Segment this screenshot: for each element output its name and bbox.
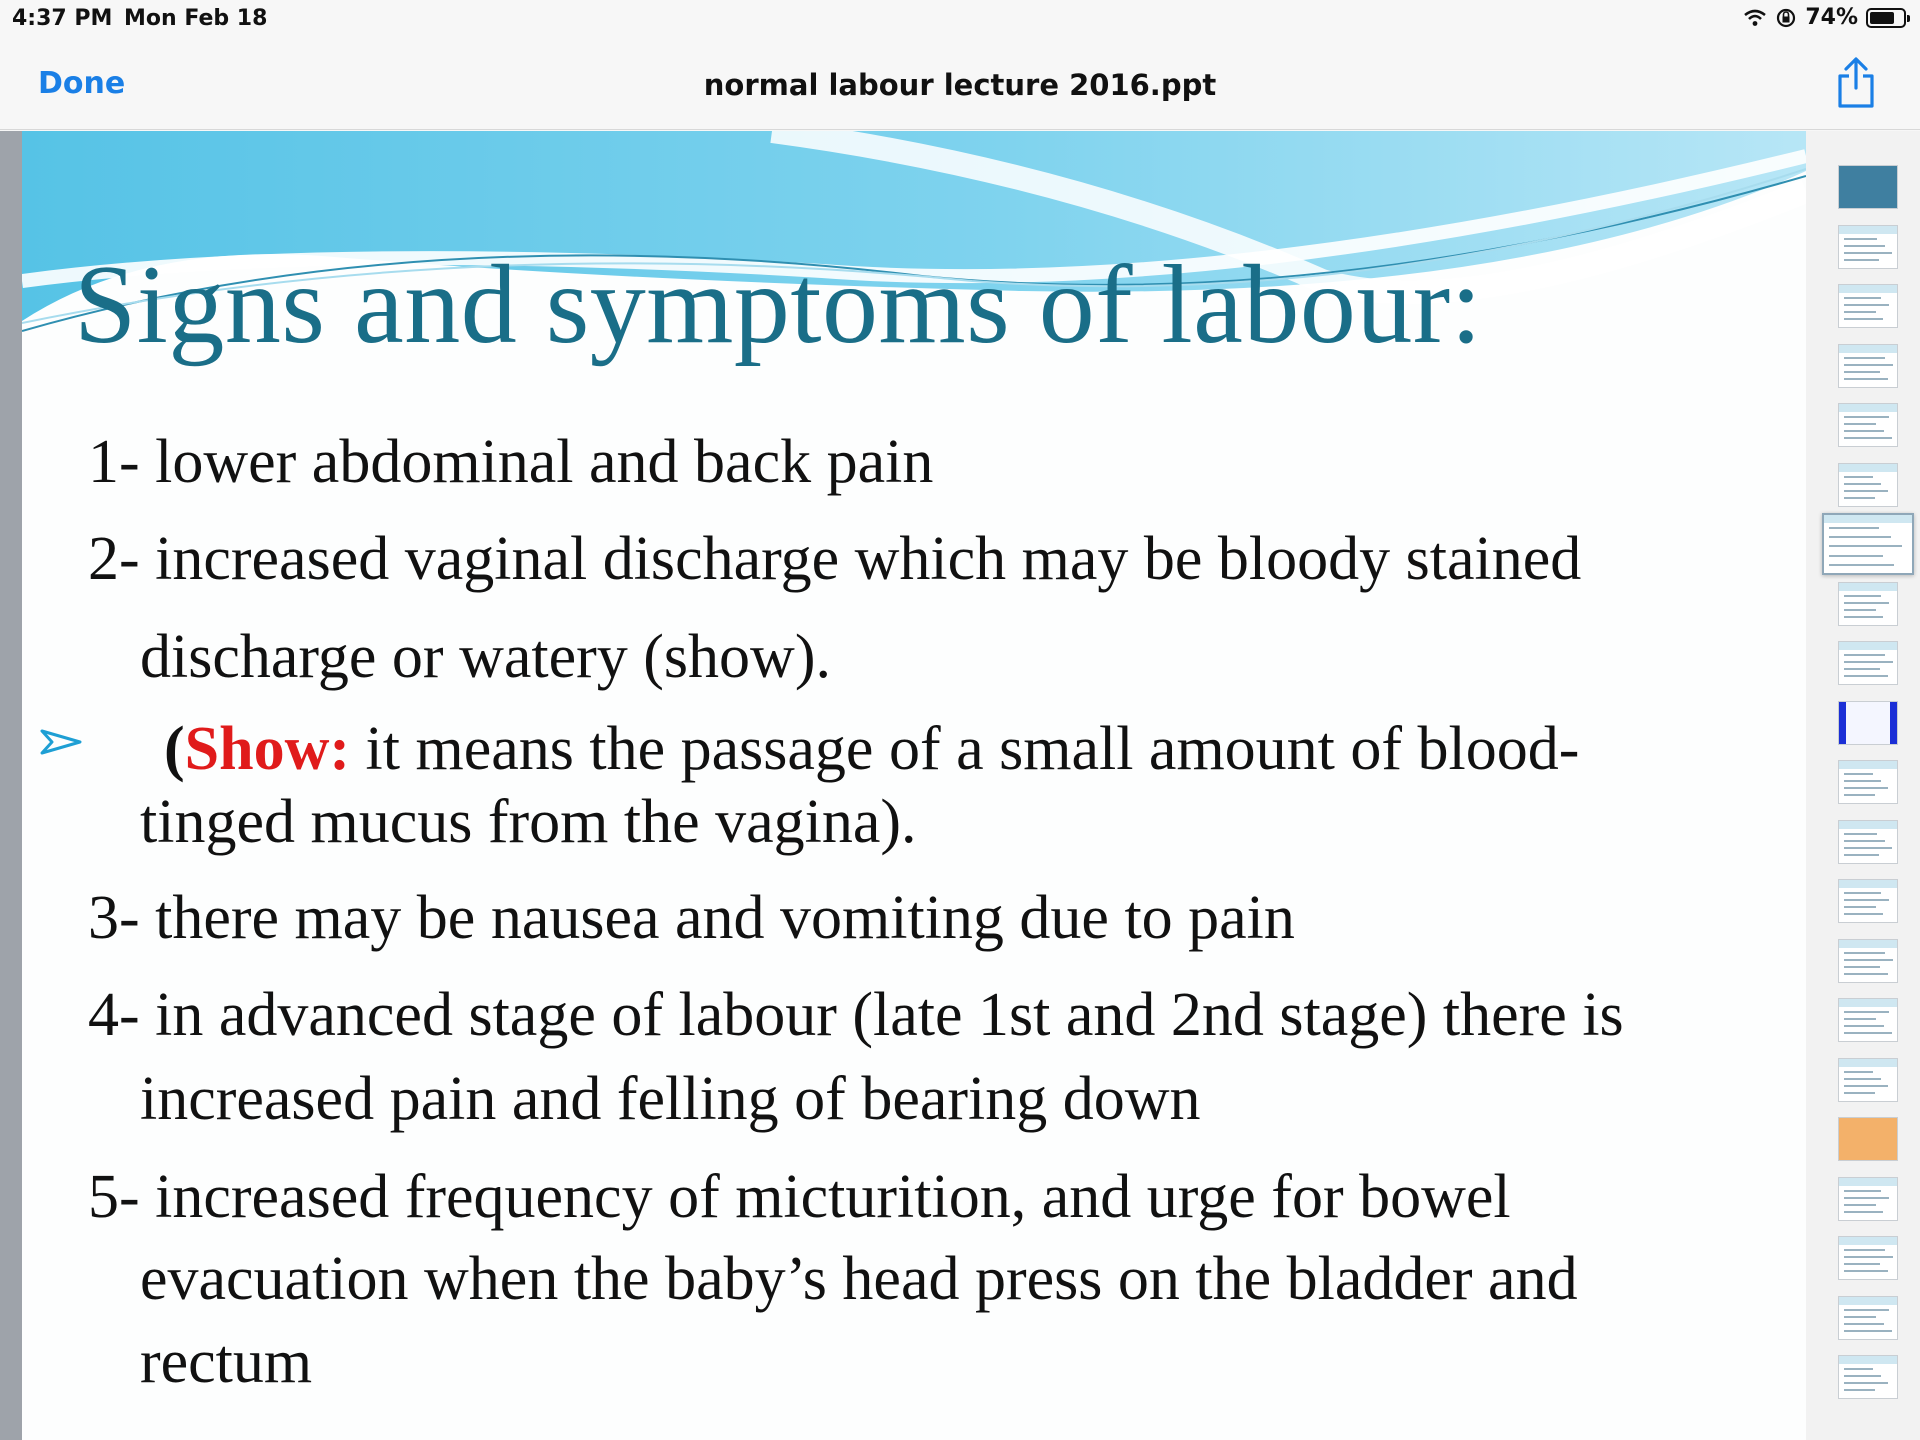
- thumbnail-text-line: [1829, 564, 1894, 566]
- thumbnail-text-line: [1844, 423, 1876, 425]
- status-time: 4:37 PM: [12, 6, 113, 31]
- thumbnail-text-line: [1844, 1204, 1876, 1206]
- thumbnail-text-line: [1844, 1025, 1884, 1027]
- slide-thumbnail[interactable]: [1838, 939, 1898, 983]
- thumbnail-header: [1839, 345, 1897, 353]
- slide-thumbnail[interactable]: [1838, 820, 1898, 864]
- thumbnail-text-line: [1844, 318, 1883, 320]
- thumbnail-header: [1839, 404, 1897, 412]
- slide-thumbnail[interactable]: [1838, 641, 1898, 685]
- thumbnail-text-line: [1844, 245, 1885, 247]
- slide-thumbnail[interactable]: [1838, 1117, 1898, 1161]
- thumbnail-header: [1839, 1356, 1897, 1364]
- orientation-lock-icon: [1775, 7, 1797, 29]
- thumbnail-header: [1824, 515, 1912, 523]
- slide-thumbnail-selected[interactable]: [1822, 513, 1914, 575]
- thumbnail-text-line: [1829, 545, 1902, 547]
- slide-thumbnail[interactable]: [1838, 344, 1898, 388]
- thumbnail-text-line: [1844, 616, 1883, 618]
- thumbnail-text-line: [1844, 1211, 1883, 1213]
- thumbnail-text-line: [1844, 780, 1881, 782]
- slide-thumbnail[interactable]: [1838, 225, 1898, 269]
- thumbnail-text-line: [1844, 1085, 1888, 1087]
- document-viewer: [0, 131, 1920, 1440]
- thumbnail-text-line: [1844, 899, 1889, 901]
- thumbnail-header: [1839, 166, 1897, 208]
- slide-thumbnail[interactable]: [1838, 701, 1898, 745]
- thumbnail-header: [1839, 642, 1897, 650]
- thumbnail-text-line: [1844, 259, 1879, 261]
- thumbnail-text-line: [1844, 1330, 1892, 1332]
- thumbnail-text-line: [1844, 847, 1892, 849]
- thumbnail-text-line: [1844, 892, 1881, 894]
- slide-thumbnail[interactable]: [1838, 760, 1898, 804]
- bullet-line-3: 3- there may be nausea and vomiting due to pain: [88, 884, 1295, 952]
- battery-icon: [1866, 8, 1906, 28]
- navigation-bar: [0, 36, 1920, 130]
- arrow-bullet-icon: [40, 727, 84, 757]
- slide-thumbnail[interactable]: [1838, 1177, 1898, 1221]
- slide-body: [22, 131, 1806, 1440]
- thumbnail-text-line: [1844, 1382, 1888, 1384]
- thumbnail-header: [1839, 761, 1897, 769]
- thumbnail-text-line: [1844, 497, 1875, 499]
- thumbnail-text-line: [1844, 794, 1875, 796]
- show-definition-text: it means the passage of a small amount of blood-: [350, 715, 1580, 783]
- thumbnail-text-line: [1844, 1018, 1876, 1020]
- thumbnail-text-line: [1844, 304, 1889, 306]
- thumbnail-header: [1839, 999, 1897, 1007]
- thumbnail-header: [1839, 880, 1897, 888]
- thumbnail-text-line: [1844, 952, 1885, 954]
- thumbnail-text-line: [1844, 437, 1892, 439]
- thumbnail-header: [1839, 464, 1897, 472]
- battery-percent: 74%: [1805, 5, 1858, 30]
- thumbnail-text-line: [1844, 238, 1877, 240]
- slide-thumbnail[interactable]: [1838, 403, 1898, 447]
- thumbnail-text-line: [1844, 1092, 1875, 1094]
- thumbnail-text-line: [1844, 1078, 1881, 1080]
- thumbnail-text-line: [1844, 661, 1893, 663]
- thumbnail-text-line: [1844, 595, 1881, 597]
- thumbnail-text-line: [1844, 490, 1888, 492]
- thumbnail-text-line: [1844, 966, 1880, 968]
- thumbnail-text-line: [1844, 854, 1879, 856]
- current-slide[interactable]: [22, 131, 1806, 1440]
- thumbnail-header: [1839, 1118, 1897, 1160]
- thumbnail-text-line: [1844, 1323, 1884, 1325]
- thumbnail-text-line: [1844, 906, 1876, 908]
- thumbnail-header: [1839, 821, 1897, 829]
- thumbnail-header: [1839, 583, 1897, 591]
- slide-thumbnail[interactable]: [1838, 1296, 1898, 1340]
- wifi-icon: [1743, 8, 1767, 28]
- thumbnail-text-line: [1844, 1270, 1888, 1272]
- slide-thumbnail[interactable]: [1838, 165, 1898, 209]
- thumbnail-text-line: [1844, 913, 1883, 915]
- thumbnail-text-line: [1844, 297, 1881, 299]
- thumbnail-header: [1839, 285, 1897, 293]
- thumbnail-text-line: [1844, 1197, 1889, 1199]
- thumbnail-text-line: [1844, 833, 1877, 835]
- thumbnail-text-line: [1844, 1032, 1892, 1034]
- status-bar: [0, 0, 1920, 36]
- thumbnail-header: [1839, 1237, 1897, 1245]
- status-indicators: [1743, 5, 1906, 30]
- show-definition-line: [164, 715, 1580, 783]
- thumbnail-text-line: [1844, 371, 1880, 373]
- viewer-left-edge: [0, 131, 22, 1440]
- thumbnail-text-line: [1844, 1249, 1885, 1251]
- thumbnail-text-line: [1844, 654, 1885, 656]
- battery-fill: [1870, 12, 1894, 24]
- thumbnail-text-line: [1844, 311, 1876, 313]
- show-term: Show:: [184, 715, 351, 783]
- bullet-line-2-cont: discharge or watery (show).: [140, 623, 831, 691]
- thumbnail-text-line: [1844, 1309, 1889, 1311]
- thumbnail-text-line: [1829, 527, 1879, 529]
- slide-thumbnail-rail[interactable]: [1806, 131, 1920, 1440]
- status-date: Mon Feb 18: [124, 6, 268, 31]
- done-button[interactable]: Done: [38, 66, 126, 101]
- thumbnail-text-line: [1844, 1011, 1889, 1013]
- thumbnail-text-line: [1844, 602, 1889, 604]
- thumbnail-text-line: [1844, 476, 1873, 478]
- thumbnail-text-line: [1844, 357, 1885, 359]
- thumbnail-text-line: [1844, 252, 1892, 254]
- thumbnail-text-line: [1844, 1368, 1873, 1370]
- thumbnail-text-line: [1844, 1263, 1880, 1265]
- bullet-line-5-cont: evacuation when the baby’s head press on the bladder and: [140, 1245, 1578, 1313]
- bullet-line-4: 4- in advanced stage of labour (late 1st and 2nd stage) there is: [88, 981, 1624, 1049]
- thumbnail-text-line: [1844, 1389, 1875, 1391]
- thumbnail-header: [1839, 1297, 1897, 1305]
- thumbnail-text-line: [1844, 773, 1873, 775]
- thumbnail-text-line: [1844, 430, 1884, 432]
- bullet-line-4-cont: increased pain and felling of bearing down: [140, 1065, 1201, 1133]
- thumbnail-text-line: [1844, 416, 1889, 418]
- thumbnail-text-line: [1844, 483, 1881, 485]
- slide-thumbnail[interactable]: [1838, 284, 1898, 328]
- slide-thumbnail[interactable]: [1838, 1058, 1898, 1102]
- show-open-paren: (: [164, 715, 185, 783]
- show-definition-cont: tinged mucus from the vagina).: [140, 788, 917, 856]
- thumbnail-text-line: [1844, 1256, 1893, 1258]
- document-title: normal labour lecture 2016.ppt: [703, 68, 1217, 102]
- bullet-line-2: 2- increased vaginal discharge which may be bloody stained: [88, 525, 1582, 593]
- thumbnail-text-line: [1844, 668, 1880, 670]
- bullet-line-5: 5- increased frequency of micturition, and urge for bowel: [88, 1163, 1511, 1231]
- thumbnail-text-line: [1844, 609, 1876, 611]
- slide-thumbnail[interactable]: [1838, 1236, 1898, 1280]
- thumbnail-text-line: [1844, 1375, 1881, 1377]
- slide-thumbnail[interactable]: [1838, 582, 1898, 626]
- thumbnail-text-line: [1844, 973, 1888, 975]
- thumbnail-text-line: [1844, 1071, 1873, 1073]
- slide-thumbnail[interactable]: [1838, 998, 1898, 1042]
- thumbnail-text-line: [1844, 1190, 1881, 1192]
- bullet-line-5-cont-2: rectum: [140, 1328, 313, 1396]
- thumbnail-header: [1839, 226, 1897, 234]
- thumbnail-text-line: [1829, 536, 1891, 538]
- thumbnail-header: [1839, 940, 1897, 948]
- thumbnail-text-line: [1844, 840, 1885, 842]
- slide-thumbnail[interactable]: [1838, 1355, 1898, 1399]
- thumbnail-text-line: [1844, 675, 1888, 677]
- thumbnail-header: [1839, 702, 1897, 744]
- slide-thumbnail[interactable]: [1838, 879, 1898, 923]
- share-icon[interactable]: [1832, 56, 1880, 110]
- thumbnail-text-line: [1844, 787, 1888, 789]
- thumbnail-text-line: [1844, 959, 1893, 961]
- thumbnail-text-line: [1829, 555, 1883, 557]
- thumbnail-text-line: [1844, 1316, 1876, 1318]
- bullet-line-1: 1- lower abdominal and back pain: [88, 428, 934, 496]
- slide-title: Signs and symptoms of labour:: [74, 243, 1483, 367]
- slide-thumbnail[interactable]: [1838, 463, 1898, 507]
- thumbnail-text-line: [1844, 378, 1888, 380]
- thumbnail-text-line: [1844, 364, 1893, 366]
- thumbnail-header: [1839, 1059, 1897, 1067]
- thumbnail-header: [1839, 1178, 1897, 1186]
